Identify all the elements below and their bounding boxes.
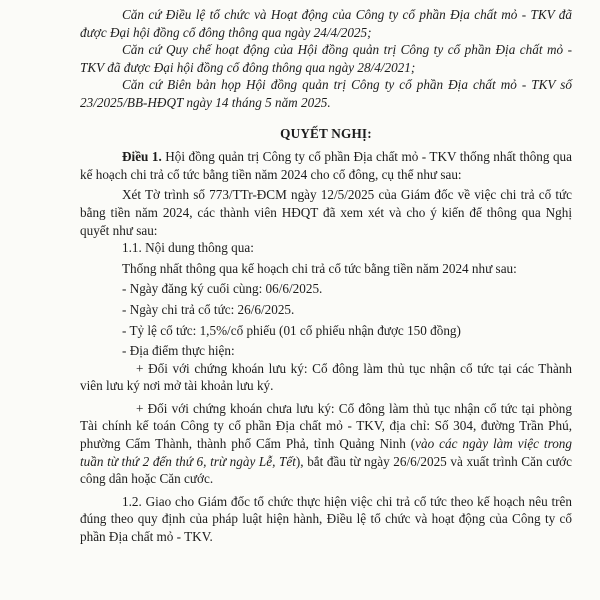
preamble-regulation: Căn cứ Quy chế hoạt động của Hội đồng quản trị Công ty cổ phần Địa chất mỏ - TKV đã được Đại hội đồng cổ đông thông qua ngày 28/4/2021;: [80, 42, 572, 75]
section-1-1-title: 1.1. Nội dung thông qua:: [122, 240, 254, 256]
deposited-securities: + Đối với chứng khoán lưu ký: Cổ đông làm thủ tục nhận cổ tức tại các Thành viên lưu ký nơi mở tài khoản lưu ký.: [80, 360, 572, 394]
resolution-heading: QUYẾT NGHỊ:: [280, 125, 372, 141]
article-1-label: Điều 1.: [122, 149, 162, 165]
undeposited-text-b: ), bắt đầu từ ngày 26/6/2025 và xuất trình Căn cước công dân hoặc Căn cước.: [80, 453, 572, 487]
preamble-minutes: Căn cứ Biên bản họp Hội đồng quản trị Công ty cổ phần Địa chất mỏ - TKV số 23/2025/BB-HĐQT ngày 14 tháng 5 năm 2025.: [80, 77, 572, 110]
section-1-2: 1.2. Giao cho Giám đốc tổ chức thực hiện việc chi trả cổ tức theo kế hoạch nêu trên đúng theo quy định của pháp luật hiện hành, Điều lệ tổ chức và hoạt động của Công ty cổ phần Địa chất mỏ - TKV.: [80, 493, 572, 545]
preamble-charter: Căn cứ Điều lệ tổ chức và Hoạt động của Công ty cổ phần Địa chất mỏ - TKV đã được Đại hội đồng cổ đông thông qua ngày 24/4/2025;: [80, 7, 572, 40]
item-record-date: - Ngày đăng ký cuối cùng: 06/6/2025.: [122, 281, 323, 297]
undeposited-text-a: + Đối với chứng khoán chưa lưu ký: Cổ đông làm thủ tục nhận cổ tức tại phòng Tài chính kế toán Công ty cổ phần Địa chất mỏ - TKV, địa chỉ: Số 304, đường Trần Phú, phường Cẩm Thành, thành phố Cẩm Phả, tỉnh Quảng Ninh (: [80, 400, 572, 452]
article-1: [80, 148, 572, 183]
review-paragraph: Xét Tờ trình số 773/TTr-ĐCM ngày 12/5/2025 của Giám đốc về việc chi trả cổ tức bằng tiền năm 2024, các thành viên HĐQT đã xem xét và cho ý kiến để thông qua Nghị quyết như sau:: [80, 187, 572, 238]
article-1-text: Hội đồng quản trị Công ty cổ phần Địa chất mỏ - TKV thống nhất thông qua kế hoạch chi trả cổ tức bằng tiền năm 2024 cho cổ đông, cụ thể như sau:: [80, 149, 573, 182]
undeposited-working-days: vào các ngày làm việc trong tuần từ thứ 2 đến thứ 6, trừ ngày Lễ, Tết: [80, 436, 572, 469]
approve-paragraph: Thống nhất thông qua kế hoạch chi trả cổ tức bằng tiền năm 2024 như sau:: [122, 260, 517, 276]
item-location: - Địa điểm thực hiện:: [122, 343, 235, 359]
item-dividend-rate: - Tỷ lệ cổ tức: 1,5%/cổ phiếu (01 cổ phiếu nhận được 150 đồng): [122, 322, 461, 338]
undeposited-securities: [80, 400, 572, 488]
item-payment-date: - Ngày chi trả cổ tức: 26/6/2025.: [122, 301, 295, 317]
